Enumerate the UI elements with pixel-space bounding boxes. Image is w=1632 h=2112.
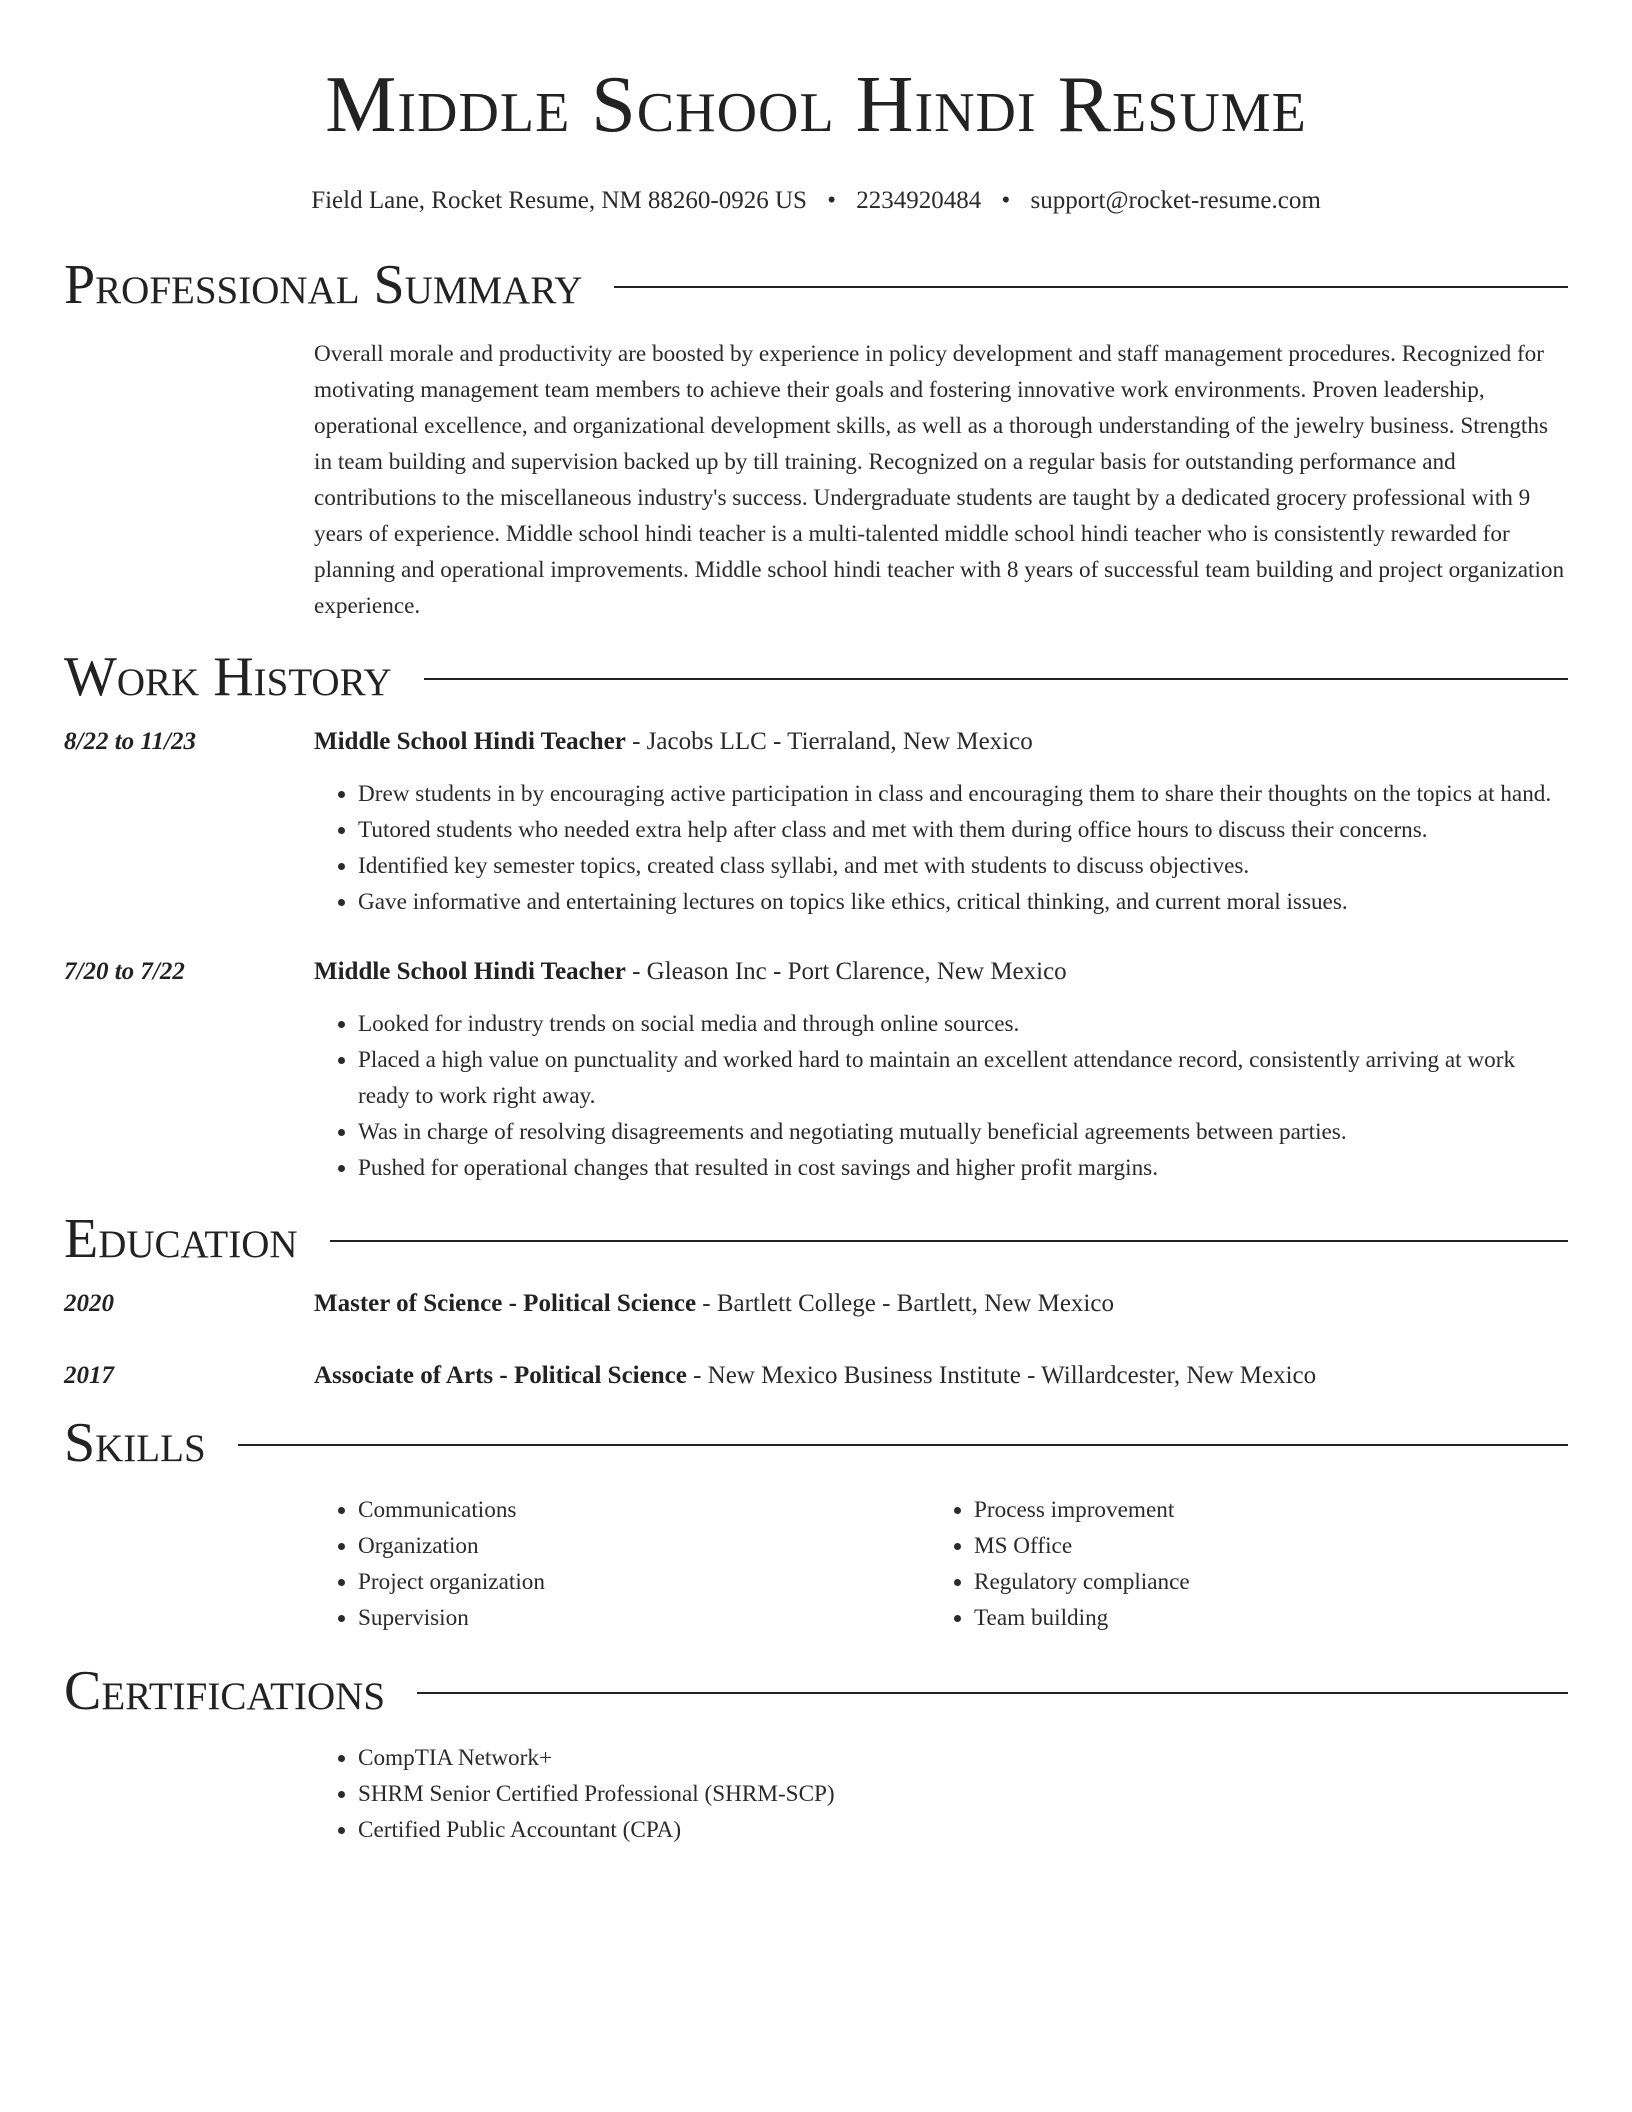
education-degree: Associate of Arts - Political Science: [314, 1362, 687, 1389]
job-duty: • Was in charge of resolving disagreements and negotiating mutually beneficial agreements between parties.: [358, 1114, 1568, 1150]
job-dates: 7/20 to 7/22: [64, 958, 185, 985]
job-duty: • Pushed for operational changes that resulted in cost savings and higher profit margins.: [358, 1150, 1568, 1186]
education-entry: [64, 1358, 1568, 1394]
skills-list-left: [314, 1492, 930, 1636]
contact-separator: •: [1001, 187, 1011, 214]
section-header: [64, 646, 1568, 708]
contact-phone: 2234920484: [856, 187, 982, 214]
section-title-education: Education: [64, 1208, 298, 1270]
job-duty: • Identified key semester topics, created class syllabi, and met with students to discuss objectives.: [358, 848, 1568, 884]
job-dates: 8/22 to 11/23: [64, 728, 196, 755]
education-heading: [314, 1286, 1568, 1322]
certification-item: • CompTIA Network+: [358, 1740, 1568, 1776]
skill-item: • MS Office: [974, 1528, 1546, 1564]
education-year: 2020: [64, 1290, 114, 1317]
skill-item: • Organization: [358, 1528, 930, 1564]
skills-list-right: [930, 1492, 1546, 1636]
summary-text: Overall morale and productivity are boosted by experience in policy development and staff management procedures. Recognized for motivating management team members to achieve their goals and fostering innovative work environments. Proven leadership, operational excellence, and organizational development skills, as well as a thorough understanding of the jewelry business. Strengths in team building and supervision backed up by till training. Recognized on a regular basis for outstanding performance and contributions to the miscellaneous industry's success. Undergraduate students are taught by a dedicated grocery professional with 9 years of experience. Middle school hindi teacher is a multi-talented middle school hindi teacher who is consistently rewarded for planning and operational improvements. Middle school hindi teacher with 8 years of successful team building and project organization experience.: [314, 341, 1565, 619]
job-duties: [314, 1006, 1568, 1186]
skills-column-right: [930, 1492, 1546, 1636]
section-divider: [238, 1444, 1568, 1446]
section-title-skills: Skills: [64, 1412, 206, 1474]
certifications-list: [314, 1740, 1568, 1848]
skill-item: • Regulatory compliance: [974, 1564, 1546, 1600]
job-duties: [314, 776, 1568, 920]
job-heading: [314, 724, 1568, 760]
section-title-certifications: Certifications: [64, 1660, 386, 1722]
section-divider: [330, 1240, 1568, 1242]
section-header: [64, 254, 1568, 316]
contact-separator: •: [827, 187, 836, 214]
education-body: [314, 1286, 1568, 1322]
section-divider: [614, 286, 1568, 288]
job-body: [314, 954, 1568, 1186]
education-school: - Bartlett College - Bartlett, New Mexico: [696, 1290, 1114, 1317]
summary-section: [64, 254, 1568, 624]
job-duty: • Looked for industry trends on social media and through online sources.: [358, 1006, 1568, 1042]
section-divider: [424, 678, 1568, 680]
job-body: [314, 724, 1568, 920]
skills-list: [314, 1492, 1568, 1636]
job-employer: - Gleason Inc - Port Clarence, New Mexico: [625, 958, 1067, 985]
contact-line: [64, 186, 1568, 216]
resume-name: Middle School Hindi Resume: [325, 61, 1307, 149]
contact-address: Field Lane, Rocket Resume, NM 88260-0926 US: [311, 187, 807, 214]
education-section: [64, 1208, 1568, 1394]
job-entry: [64, 954, 1568, 1186]
certification-item: • Certified Public Accountant (CPA): [358, 1812, 1568, 1848]
skill-item: • Supervision: [358, 1600, 930, 1636]
education-year: 2017: [64, 1362, 114, 1389]
job-duty: • Placed a high value on punctuality and worked hard to maintain an excellent attendance record, consistently arriving at work ready to work right away.: [358, 1042, 1568, 1114]
skill-item: • Communications: [358, 1492, 930, 1528]
job-employer: - Jacobs LLC - Tierraland, New Mexico: [625, 728, 1033, 755]
education-school: - New Mexico Business Institute - Willardcester, New Mexico: [686, 1362, 1317, 1389]
job-entry: [64, 724, 1568, 920]
section-title-work-history: Work History: [64, 646, 392, 708]
job-title: Middle School Hindi Teacher: [314, 728, 626, 755]
education-body: [314, 1358, 1568, 1394]
education-heading: [314, 1358, 1568, 1394]
section-divider: [417, 1692, 1568, 1694]
skill-item: • Process improvement: [974, 1492, 1546, 1528]
contact-email: support@rocket-resume.com: [1030, 187, 1321, 214]
skill-item: • Team building: [974, 1600, 1546, 1636]
job-title: Middle School Hindi Teacher: [314, 958, 626, 985]
certification-item: • SHRM Senior Certified Professional (SHRM-SCP): [358, 1776, 1568, 1812]
job-heading: [314, 954, 1568, 990]
skills-section: [64, 1412, 1568, 1636]
skills-column-left: [314, 1492, 930, 1636]
section-header: [64, 1412, 1568, 1474]
certifications-section: [64, 1660, 1568, 1848]
section-header: [64, 1208, 1568, 1270]
work-history-section: [64, 646, 1568, 1186]
section-title-summary: Professional Summary: [64, 254, 583, 316]
job-duty: • Drew students in by encouraging active participation in class and encouraging them to share their thoughts on the topics at hand.: [358, 776, 1568, 812]
skill-item: • Project organization: [358, 1564, 930, 1600]
job-duty: • Tutored students who needed extra help after class and met with them during office hours to discuss their concerns.: [358, 812, 1568, 848]
education-degree: Master of Science - Political Science: [314, 1290, 697, 1317]
education-entry: [64, 1286, 1568, 1322]
section-header: [64, 1660, 1568, 1722]
job-duty: • Gave informative and entertaining lectures on topics like ethics, critical thinking, and current moral issues.: [358, 884, 1568, 920]
